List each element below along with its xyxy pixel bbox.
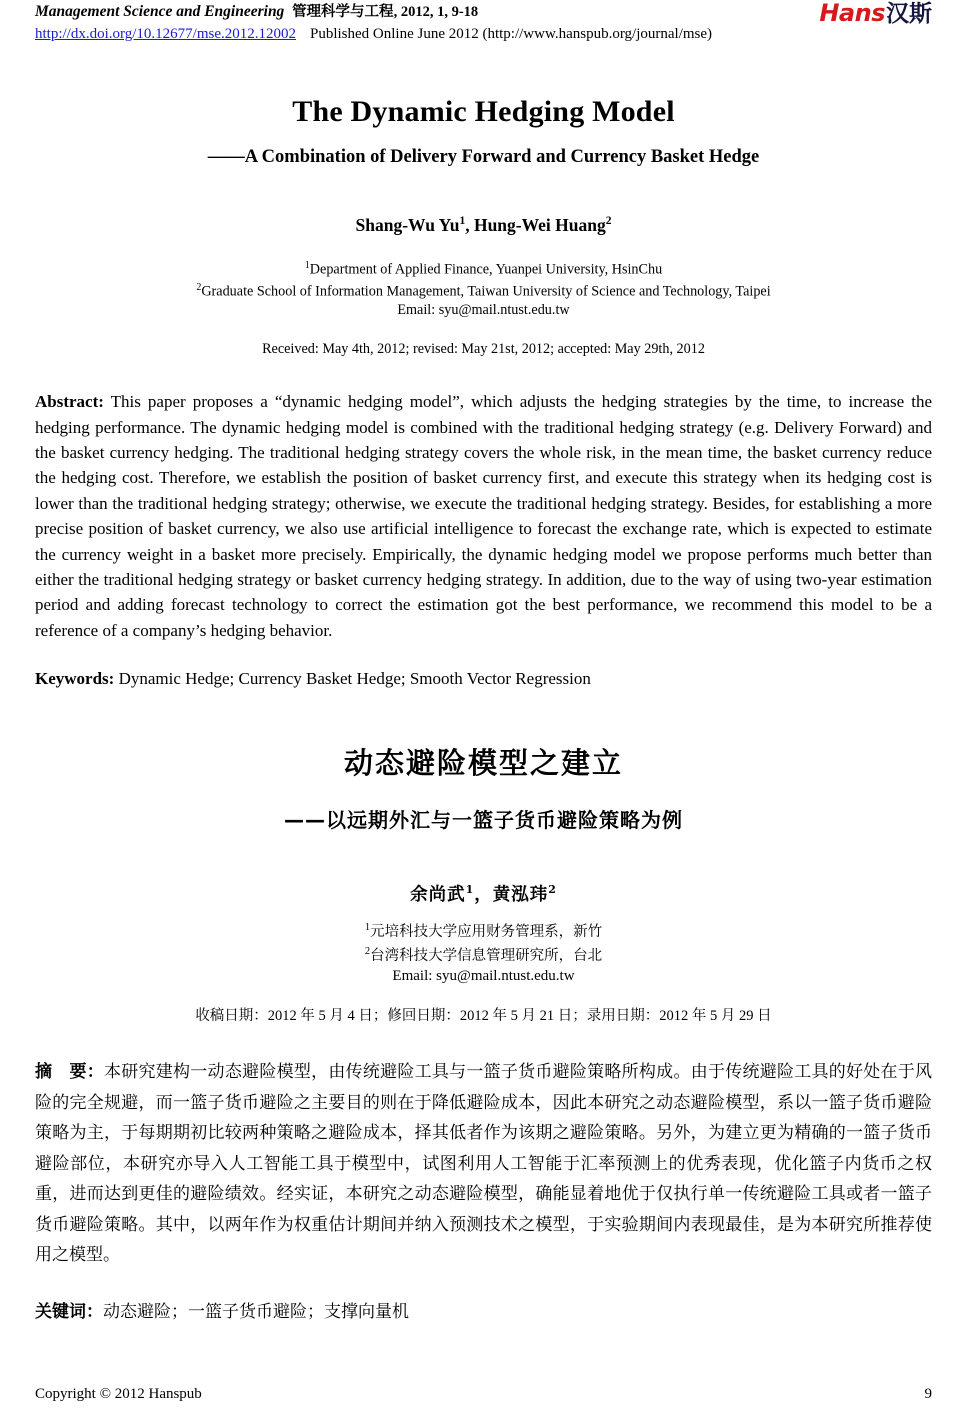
affiliations-en [35,257,932,319]
journal-title-en: Management Science and Engineering [35,3,285,20]
keywords-label-en: Keywords: [35,669,115,689]
journal-title-cn: 管理科学与工程 [292,4,394,20]
title-block [35,94,932,169]
author-2-name-cn: 黄泓玮 [492,885,549,906]
author-list-cn [35,881,932,906]
author-1-affil-marker-cn: 1 [465,883,475,897]
published-online-text: Published Online June 2012 (http://www.hanspub.org/journal/mse) [309,26,713,42]
journal-citation: , 2012, 1, 9-18 [393,4,479,20]
keywords-line-cn [35,1298,932,1326]
affiliation-2-en [35,279,932,301]
abstract-label-en: Abstract: [35,392,104,412]
author-2-name-en: , Hung-Wei Huang [465,215,606,236]
author-1-name-en: Shang-Wu Yu [355,215,460,236]
doi-link[interactable]: http://dx.doi.org/10.12677/mse.2012.12002 [35,26,296,42]
page-subtitle: ——A Combination of Delivery Forward and Currency Basket Hedge [207,147,760,167]
author-2-affil-marker: 2 [605,215,612,228]
affiliation-2-text-cn: 台湾科技大学信息管理研究所，台北 [370,948,603,965]
affiliation-2-marker: 2 [196,282,202,294]
logo-wordmark-cn: 汉斯 [886,1,932,27]
affiliation-2-cn [35,942,932,966]
page-title: The Dynamic Hedging Model [292,95,675,128]
author-separator-cn: ， [474,885,493,906]
keywords-text-en: Dynamic Hedge; Currency Basket Hedge; Smooth Vector Regression [114,669,591,689]
affiliation-2-marker-cn: 2 [364,946,371,958]
affiliation-1-en [35,257,932,279]
author-2-affil-marker-cn: 2 [548,883,557,897]
author-1-name-cn: 余尚武 [410,885,466,906]
keywords-label-cn: 关键词： [35,1301,103,1322]
abstract-text-cn: 本研究建构一动态避险模型，由传统避险工具与一篮子货币避险策略所构成。由于传统避险工具的好处在于风险的完全规避，而一篮子货币避险之主要目的则在于降低避险成本，因此本研究之动态避险模型，系以一篮子货币避险策略为主，于每期期初比较两种策略之避险成本，择其低者作为该期之避险策略。另外，为建立更为精确的一篮子货币避险部位，本研究亦导入人工智能工具于模型中，试图利用人工智能于汇率预测上的优秀表现，优化篮子内货币之权重，进而达到更佳的避险绩效。经实证，本研究之动态避险模型，确能显着地优于仅执行单一传统避险工具或者一篮子货币避险策略。其中，以两年作为权重估计期间并纳入预测技术之模型，于实验期间内表现最佳，是为本研究所推荐使用之模型。 [35,1062,933,1265]
affiliations-cn [35,918,932,986]
logo-wordmark-en: Hans [819,0,885,27]
affiliation-1-marker: 1 [304,260,310,272]
abstract-paragraph-cn [35,1057,932,1271]
running-head-line-1 [35,2,932,22]
affiliation-1-text-cn: 元培科技大学应用财务管理系，新竹 [370,924,603,941]
abstract-paragraph-en [35,389,932,643]
contact-email-cn: Email: syu@mail.ntust.edu.tw [392,968,575,985]
keywords-text-cn: 动态避险；一篮子货币避险；支撑向量机 [103,1301,409,1321]
affiliation-2-text: Graduate School of Information Management, Taiwan University of Science and Technology, Taipei [201,284,771,301]
page-subtitle-cn: ——以远期外汇与一篮子货币避险策略为例 [284,808,683,833]
abstract-label-cn: 摘 要： [35,1062,105,1083]
page-number: 9 [924,1386,932,1402]
affiliation-1-marker-cn: 1 [364,922,371,934]
keywords-line-en [35,666,932,691]
hanspub-logo [819,1,932,26]
affiliation-1-cn [35,918,932,942]
running-head [35,0,932,46]
contact-email-en: Email: syu@mail.ntust.edu.tw [397,301,570,318]
author-list-en [35,215,932,236]
page-title-cn: 动态避险模型之建立 [343,746,623,781]
page-footer [35,1386,932,1403]
author-1-affil-marker: 1 [459,215,466,228]
submission-dates-cn: 收稿日期：2012 年 5 月 4 日；修回日期：2012 年 5 月 21 日；录用日期：2012 年 5 月 29 日 [195,1008,772,1025]
abstract-text-en: This paper proposes a “dynamic hedging model”, which adjusts the hedging strategies by the time, to increase the hedging performance. The dynamic hedging model is combined with the traditional hedging strategy (e.g. Delivery Forward) and the basket currency hedging. The traditional hedging strategy covers the whole risk, in the mean time, the basket currency reduce the hedging cost. Therefore, we establish the position of basket currency first, and execute this strategy when its hedging cost is lower than the traditional hedging strategy; otherwise, we execute the traditional hedging strategy. Besides, for establishing a more precise position of basket currency, we also use artificial intelligence to forecast the exchange rate, which is expected to estimate the currency weight in a basket more precisely. Empirically, the dynamic hedging model we propose performs much better than either the traditional hedging strategy or basket currency hedging strategy. In addition, due to the way of using two-year estimation period and adding forecast technology to correct the estimation got the best performance, we recommend this model to be a reference of a company’s hedging behavior. [35,392,932,640]
affiliation-1-text: Department of Applied Finance, Yuanpei University, HsinChu [309,261,663,278]
copyright-notice: Copyright © 2012 Hanspub [35,1386,202,1402]
submission-dates-en: Received: May 4th, 2012; revised: May 21st, 2012; accepted: May 29th, 2012 [262,341,705,358]
running-head-line-2 [35,23,932,45]
